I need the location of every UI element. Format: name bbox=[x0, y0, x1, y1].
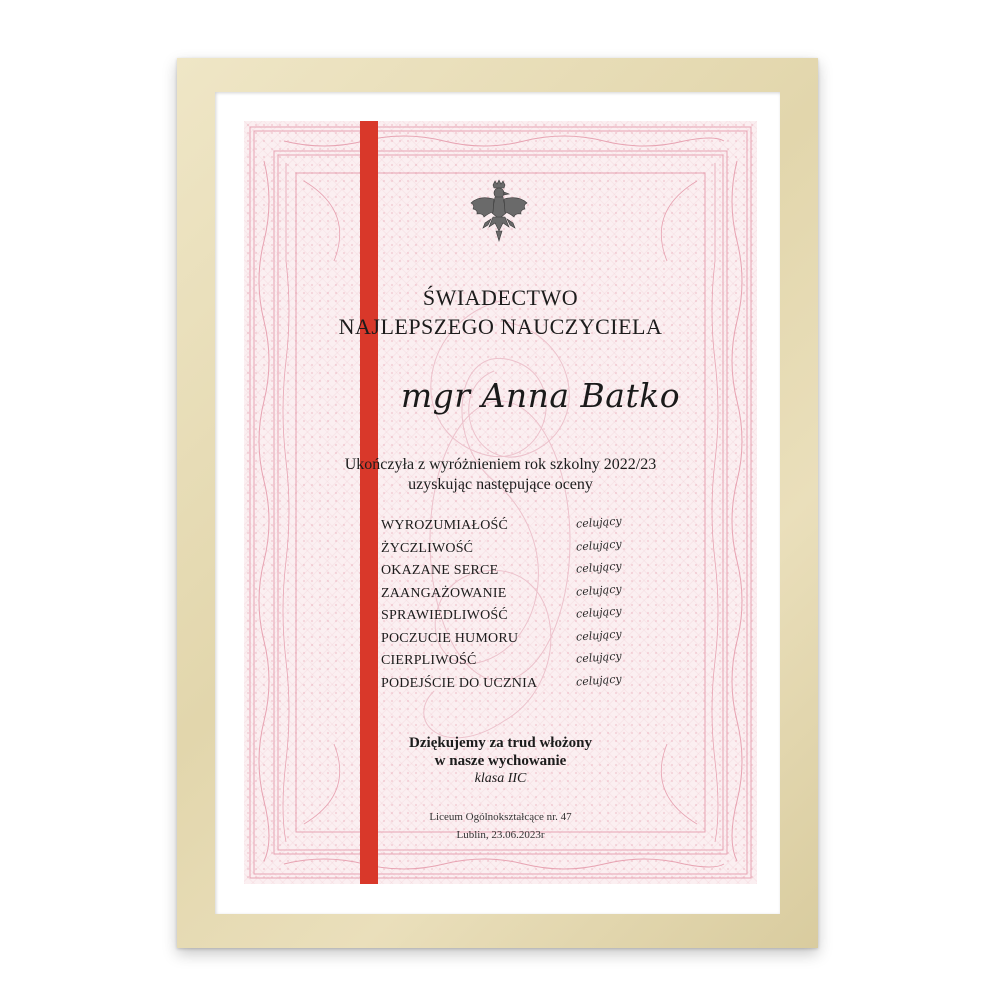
grade-value: celujący bbox=[575, 514, 623, 531]
grade-row bbox=[381, 514, 681, 541]
grade-value: celujący bbox=[575, 581, 623, 599]
grade-value: celujący bbox=[575, 604, 623, 621]
grade-subject: OKAZANE SERCE bbox=[381, 563, 499, 578]
grade-subject: CIERPLIWOŚĆ bbox=[381, 653, 477, 668]
grade-value: celujący bbox=[575, 649, 623, 666]
grade-subject: WYROZUMIAŁOŚĆ bbox=[381, 518, 509, 533]
grades-list bbox=[381, 514, 681, 698]
grade-row bbox=[381, 604, 681, 631]
grade-subject: POCZUCIE HUMORU bbox=[381, 630, 519, 646]
certificate-title-line2: NAJLEPSZEGO NAUCZYCIELA bbox=[338, 314, 663, 339]
grade-row bbox=[381, 536, 681, 564]
grade-value: celujący bbox=[575, 559, 623, 576]
intro-line1: Ukończyła z wyróżnieniem rok szkolny 2022/23 bbox=[344, 456, 657, 473]
certificate-paper bbox=[244, 121, 757, 884]
certificate-title-line1: ŚWIADECTWO bbox=[422, 285, 579, 310]
thanks-line2: w nasze wychowanie bbox=[434, 753, 567, 769]
grade-value: celujący bbox=[575, 626, 623, 644]
grade-row bbox=[381, 649, 681, 676]
grade-subject: ŻYCZLIWOŚĆ bbox=[381, 540, 474, 556]
teacher-name: mgr Anna Batko bbox=[400, 376, 681, 415]
grade-subject: ZAANGAŻOWANIE bbox=[381, 585, 507, 601]
grade-subject: PODEJŚCIE DO UCZNIA bbox=[381, 675, 538, 691]
class-name: klasa IIC bbox=[474, 771, 527, 786]
grade-value: celujący bbox=[575, 536, 623, 554]
polish-eagle-icon bbox=[469, 179, 529, 243]
intro-line2: uzyskując następujące oceny bbox=[408, 476, 593, 493]
place-date: Lublin, 23.06.2023r bbox=[456, 829, 545, 841]
grade-row bbox=[381, 559, 681, 586]
grade-row bbox=[381, 581, 681, 609]
thanks-line1: Dziękujemy za trud włożony bbox=[409, 735, 592, 751]
school-name: Liceum Ogólnokształcące nr. 47 bbox=[429, 811, 572, 823]
grade-row bbox=[381, 626, 681, 654]
grade-row bbox=[381, 671, 681, 699]
grade-value: celujący bbox=[575, 671, 623, 689]
grade-subject: SPRAWIEDLIWOŚĆ bbox=[381, 608, 508, 623]
